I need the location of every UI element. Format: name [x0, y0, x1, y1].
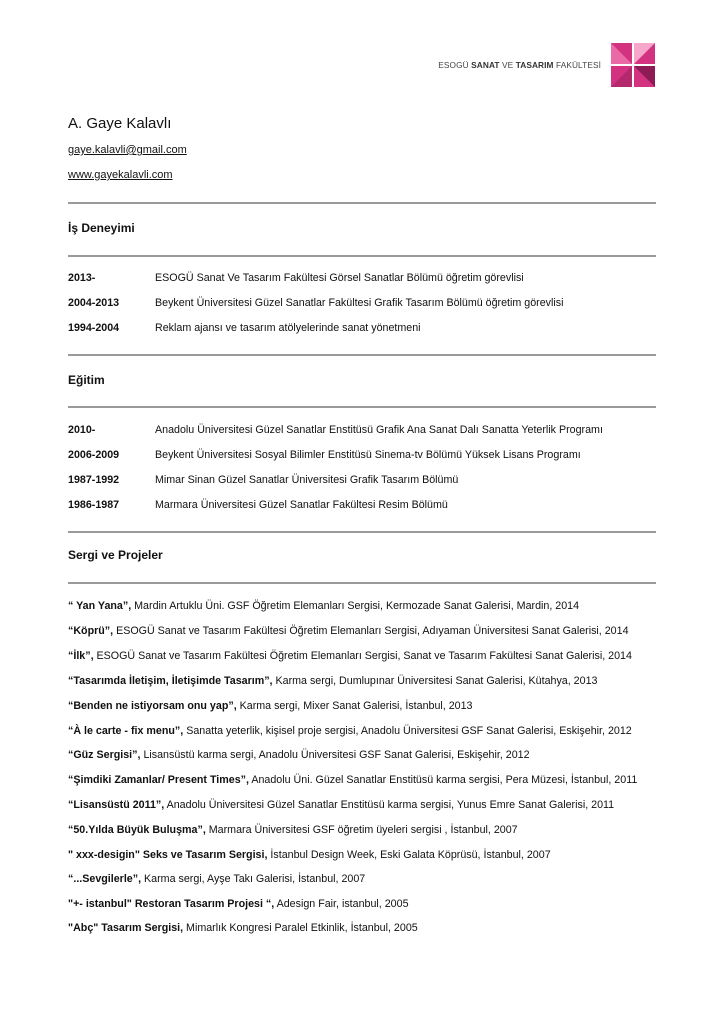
exhibition-detail: Lisansüstü karma sergi, Anadolu Üniversitesi GSF Sanat Galerisi, Eskişehir, 2012 — [140, 749, 530, 761]
exhibition-detail: Marmara Üniversitesi GSF öğretim üyeleri sergisi , İstanbul, 2007 — [205, 824, 518, 836]
experience-description: ESOGÜ Sanat Ve Tasarım Fakültesi Görsel Sanatlar Bölümü öğretim görevlisi — [155, 272, 524, 284]
exhibition-item — [68, 724, 668, 738]
exhibition-item — [68, 624, 668, 638]
section-divider-top-exhibitions — [68, 531, 656, 533]
section-divider-top-experience — [68, 202, 656, 204]
exhibition-title: “Köprü”, — [68, 625, 114, 637]
exhibition-title: "Abç" Tasarım Sergisi, — [68, 922, 184, 934]
exhibition-title: “À le carte - fix menu”, — [68, 725, 184, 737]
exhibition-title: "+- istanbul" Restoran Tasarım Projesi “, — [68, 898, 275, 910]
exhibition-item — [68, 897, 668, 911]
exhibition-detail: İstanbul Design Week, Eski Galata Köprüsü, İstanbul, 2007 — [267, 849, 551, 861]
education-row — [68, 474, 656, 492]
section-divider-top-education — [68, 354, 656, 356]
exhibition-detail: ESOGÜ Sanat ve Tasarım Fakültesi Öğretim Elemanları Sergisi, Adıyaman Üniversitesi Sanat Galerisi, 2014 — [113, 625, 629, 637]
exhibition-detail: Karma sergi, Ayşe Takı Galerisi, İstanbul, 2007 — [141, 873, 366, 885]
faculty-logo — [438, 43, 655, 87]
experience-row — [68, 297, 656, 315]
experience-row — [68, 322, 656, 340]
education-description: Marmara Üniversitesi Güzel Sanatlar Fakültesi Resim Bölümü — [155, 499, 448, 511]
section-divider-exhibitions-list — [68, 582, 656, 584]
experience-row — [68, 272, 656, 290]
faculty-name — [438, 60, 601, 70]
section-title-exhibitions: Sergi ve Projeler — [68, 548, 163, 562]
exhibition-detail: Adesign Fair, istanbul, 2005 — [274, 898, 409, 910]
faculty-name-suffix: FAKÜLTESİ — [553, 60, 601, 70]
exhibition-item — [68, 848, 668, 862]
education-year: 1986-1987 — [68, 499, 120, 511]
exhibition-detail: Karma sergi, Mixer Sanat Galerisi, İstanbul, 2013 — [236, 700, 473, 712]
exhibition-detail: ESOGÜ Sanat ve Tasarım Fakültesi Öğretim Elemanları Sergisi, Sanat ve Tasarım Fakültesi Sanat Galerisi, 2014 — [93, 650, 632, 662]
exhibition-title: “Benden ne istiyorsam onu yap”, — [68, 700, 237, 712]
education-description: Beykent Üniversitesi Sosyal Bilimler Enstitüsü Sinema-tv Bölümü Yüksek Lisans Programı — [155, 449, 581, 461]
exhibition-item — [68, 823, 668, 837]
faculty-logo-mark-icon — [611, 43, 655, 87]
exhibition-item — [68, 872, 668, 886]
experience-year: 2013- — [68, 272, 96, 284]
exhibition-title: “Şimdiki Zamanlar/ Present Times”, — [68, 774, 249, 786]
experience-year: 1994-2004 — [68, 322, 120, 334]
exhibition-item — [68, 921, 668, 935]
exhibition-title: “Lisansüstü 2011”, — [68, 799, 165, 811]
section-title-experience: İş Deneyimi — [68, 221, 135, 235]
exhibition-detail: Mardin Artuklu Üni. GSF Öğretim Elemanları Sergisi, Kermozade Sanat Galerisi, Mardin, 2014 — [131, 600, 580, 612]
experience-description: Reklam ajansı ve tasarım atölyelerinde sanat yönetmeni — [155, 322, 421, 334]
exhibition-detail: Karma sergi, Dumlupınar Üniversitesi Sanat Galerisi, Kütahya, 2013 — [272, 675, 598, 687]
exhibition-item — [68, 748, 668, 762]
education-year: 2010- — [68, 424, 96, 436]
section-title-education: Eğitim — [68, 373, 105, 387]
exhibition-item — [68, 699, 668, 713]
exhibition-item — [68, 674, 668, 688]
faculty-name-bold-1: SANAT — [471, 60, 500, 70]
education-row — [68, 424, 656, 442]
exhibition-title: “50.Yılda Büyük Buluşma”, — [68, 824, 206, 836]
education-description: Mimar Sinan Güzel Sanatlar Üniversitesi Grafik Tasarım Bölümü — [155, 474, 459, 486]
faculty-name-bold-2: TASARIM — [515, 60, 554, 70]
website-link[interactable]: www.gayekalavli.com — [68, 169, 173, 181]
experience-description: Beykent Üniversitesi Güzel Sanatlar Fakültesi Grafik Tasarım Bölümü öğretim görevlisi — [155, 297, 564, 309]
exhibition-title: “Güz Sergisi”, — [68, 749, 141, 761]
section-divider-education-list — [68, 406, 656, 408]
faculty-name-prefix: ESOGÜ — [438, 60, 472, 70]
exhibition-detail: Mimarlık Kongresi Paralel Etkinlik, İstanbul, 2005 — [183, 922, 418, 934]
education-row — [68, 499, 656, 517]
exhibition-item — [68, 599, 668, 613]
education-year: 1987-1992 — [68, 474, 120, 486]
exhibition-item — [68, 649, 668, 663]
person-name: A. Gaye Kalavlı — [68, 115, 172, 132]
email-link[interactable]: gaye.kalavli@gmail.com — [68, 144, 187, 156]
exhibition-item — [68, 798, 668, 812]
exhibition-detail: Anadolu Üni. Güzel Sanatlar Enstitüsü karma sergisi, Pera Müzesi, İstanbul, 2011 — [248, 774, 638, 786]
exhibition-title: “...Sevgilerle”, — [68, 873, 142, 885]
exhibition-title: “Tasarımda İletişim, İletişimde Tasarım”, — [68, 675, 273, 687]
experience-year: 2004-2013 — [68, 297, 120, 309]
section-divider-experience-list — [68, 255, 656, 257]
education-row — [68, 449, 656, 467]
exhibition-title: “İlk”, — [68, 650, 94, 662]
exhibition-item — [68, 773, 668, 787]
education-year: 2006-2009 — [68, 449, 120, 461]
exhibition-detail: Sanatta yeterlik, kişisel proje sergisi, Anadolu Üniversitesi GSF Sanat Galerisi, Eskişehir, 2012 — [183, 725, 632, 737]
exhibition-title: " xxx-desigin" Seks ve Tasarım Sergisi, — [68, 849, 268, 861]
faculty-name-middle: VE — [499, 60, 516, 70]
exhibition-detail: Anadolu Üniversitesi Güzel Sanatlar Enstitüsü karma sergisi, Yunus Emre Sanat Galerisi, 2011 — [164, 799, 615, 811]
exhibition-title: “ Yan Yana”, — [68, 600, 132, 612]
education-description: Anadolu Üniversitesi Güzel Sanatlar Enstitüsü Grafik Ana Sanat Dalı Sanatta Yeterlik Programı — [155, 424, 603, 436]
